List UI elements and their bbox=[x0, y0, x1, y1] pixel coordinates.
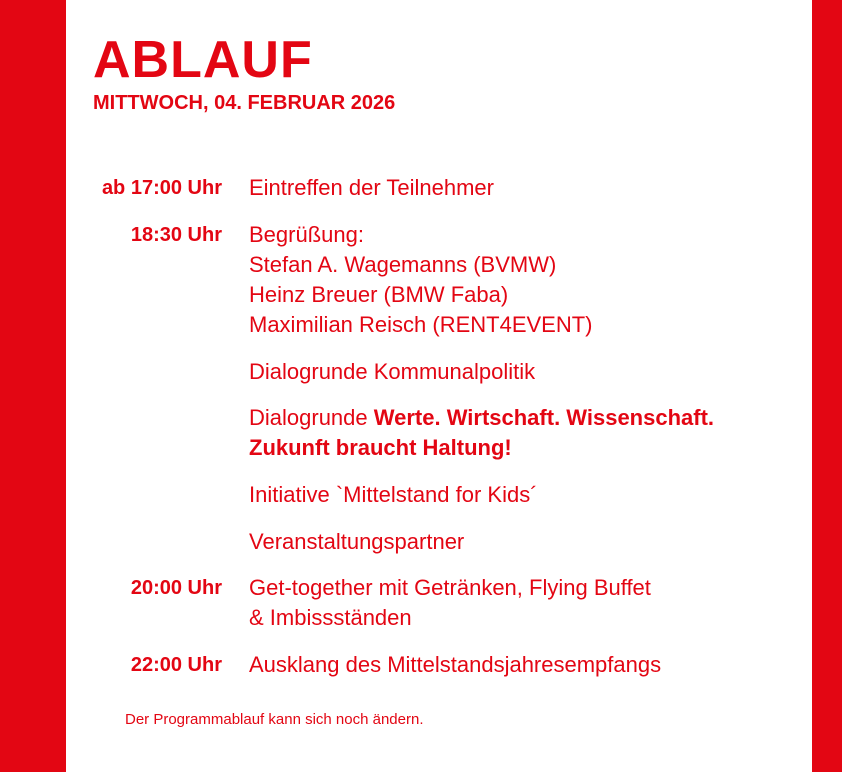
schedule-desc bbox=[249, 480, 538, 510]
schedule-desc bbox=[249, 220, 593, 340]
schedule-line: Eintreffen der Teilnehmer bbox=[249, 175, 494, 200]
schedule-time: ab 17:00 Uhr bbox=[101, 177, 222, 199]
schedule-line bbox=[249, 433, 714, 463]
schedule-line: Heinz Breuer (BMW Faba) bbox=[249, 282, 509, 307]
schedule-desc bbox=[249, 527, 464, 557]
schedule-desc bbox=[249, 573, 651, 633]
schedule-desc bbox=[249, 173, 494, 203]
schedule-line: & Imbissständen bbox=[249, 605, 412, 630]
left-red-border bbox=[0, 0, 66, 772]
schedule-desc bbox=[249, 403, 714, 463]
schedule-desc bbox=[249, 650, 661, 680]
schedule-line: Stefan A. Wagemanns (BVMW) bbox=[249, 252, 557, 277]
page-title: ABLAUF bbox=[93, 31, 313, 89]
schedule-line bbox=[249, 403, 714, 433]
right-red-border bbox=[812, 0, 842, 772]
schedule-desc bbox=[249, 357, 535, 387]
schedule-time: 22:00 Uhr bbox=[130, 654, 222, 676]
schedule-highlight: Zukunft braucht Haltung! bbox=[249, 435, 512, 460]
event-date: MITTWOCH, 04. FEBRUAR 2026 bbox=[93, 92, 396, 114]
schedule-highlight: Werte. Wirtschaft. Wissenschaft. bbox=[373, 405, 715, 430]
schedule-line: Initiative `Mittelstand for Kids´ bbox=[249, 482, 538, 507]
footer-note: Der Programmablauf kann sich noch ändern. bbox=[125, 711, 424, 728]
schedule-line: Get-together mit Getränken, Flying Buffet bbox=[249, 575, 651, 600]
schedule-time: 20:00 Uhr bbox=[130, 577, 222, 599]
schedule-line: Maximilian Reisch (RENT4EVENT) bbox=[249, 312, 593, 337]
schedule-line: Ausklang des Mittelstandsjahresempfangs bbox=[249, 652, 662, 677]
schedule-line: Veranstaltungspartner bbox=[249, 529, 465, 554]
schedule-time: 18:30 Uhr bbox=[130, 224, 222, 246]
schedule-prefix: Dialogrunde bbox=[249, 405, 374, 430]
schedule-line: Dialogrunde Kommunalpolitik bbox=[249, 359, 536, 384]
schedule-line: Begrüßung: bbox=[249, 222, 364, 247]
